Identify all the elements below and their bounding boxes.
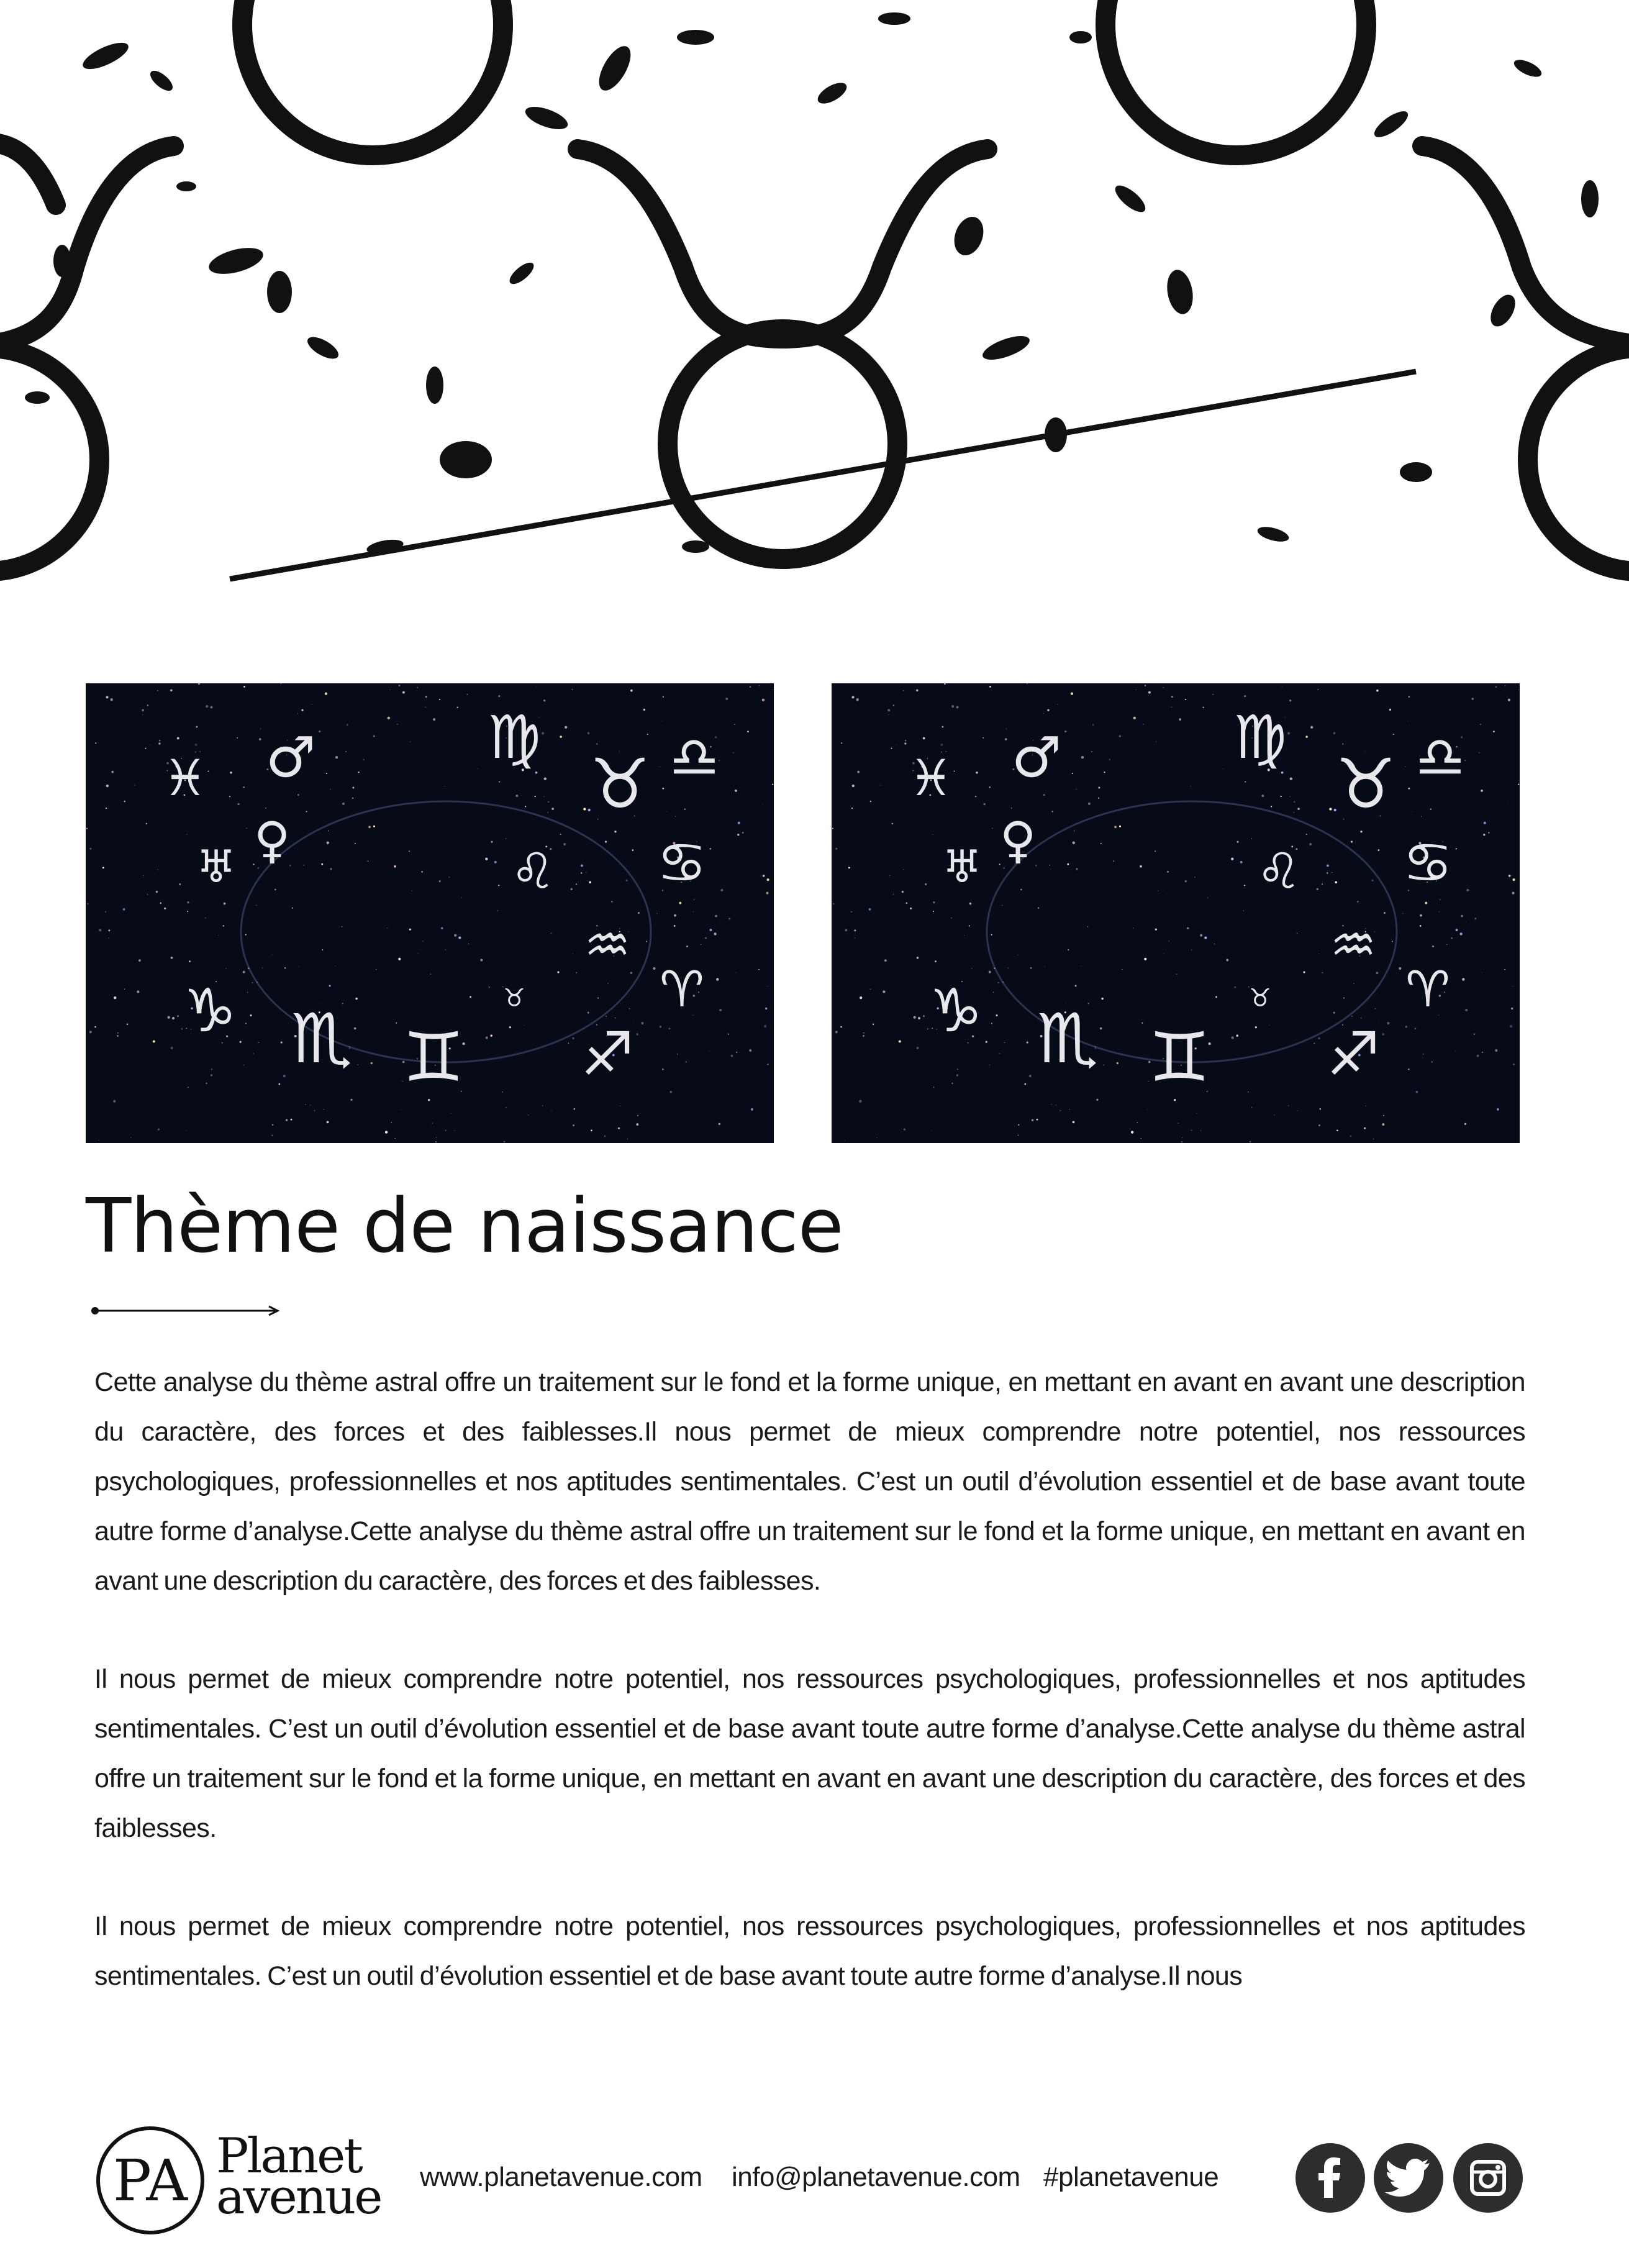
article-paragraph: Il nous permet de mieux comprendre notre potentiel, nos ressources psychologiques, professionnelles et nos aptitudes sentimentales. C’est un outil d’évolution essentiel et de base avant toute autre forme d’analyse.Cette analyse du thème astral offre un traitement sur le fond et la forme unique, en mettant en avant en avant une description du caractère, des forces et des faiblesses. [94, 1664, 1525, 1843]
svg-text:♍: ♍ [487, 703, 542, 772]
svg-text:♊: ♊ [1148, 1018, 1210, 1097]
svg-text:♈: ♈ [1405, 960, 1450, 1018]
zodiac-photo-left [86, 683, 774, 1143]
svg-text:♀: ♀ [999, 811, 1037, 869]
facebook-button[interactable] [1295, 2143, 1365, 2213]
svg-text:♑: ♑ [183, 976, 237, 1045]
zodiac-constellation-photo [86, 683, 774, 1143]
svg-text:♉: ♉ [589, 744, 651, 824]
svg-text:♓: ♓ [909, 749, 953, 807]
svg-text:♌: ♌ [1256, 842, 1301, 900]
svg-text:♅: ♅ [196, 840, 237, 893]
svg-text:♀: ♀ [253, 811, 291, 869]
zodiac-constellation-photo [832, 683, 1520, 1143]
svg-text:♉: ♉ [1249, 984, 1271, 1013]
svg-text:♎: ♎ [1415, 725, 1466, 790]
facebook-icon [1295, 2143, 1365, 2213]
svg-text:♌: ♌ [510, 842, 555, 900]
svg-text:♋: ♋ [1402, 831, 1453, 896]
logo-line-avenue: avenue [216, 2169, 381, 2225]
instagram-icon [1453, 2143, 1523, 2213]
svg-text:♏: ♏ [1037, 999, 1099, 1078]
svg-text:♂: ♂ [265, 725, 316, 790]
taurus-pattern-banner [0, 0, 1629, 596]
svg-text:♋: ♋ [656, 831, 707, 896]
svg-text:♏: ♏ [291, 999, 353, 1078]
svg-text:♂: ♂ [1011, 725, 1062, 790]
twitter-button[interactable] [1374, 2143, 1443, 2213]
zodiac-photo-right [832, 683, 1520, 1143]
twitter-icon [1374, 2143, 1443, 2213]
footer [0, 2112, 1629, 2236]
logo-line-planet: Planet [216, 2128, 361, 2184]
svg-text:♒: ♒ [584, 914, 631, 975]
article-body [94, 1357, 1525, 2049]
arrow-divider-icon [90, 1303, 283, 1318]
svg-text:♐: ♐ [580, 1019, 635, 1089]
svg-text:♊: ♊ [402, 1018, 465, 1097]
instagram-button[interactable] [1453, 2143, 1523, 2213]
svg-text:♓: ♓ [163, 749, 207, 807]
svg-text:♍: ♍ [1233, 703, 1287, 772]
svg-text:♈: ♈ [660, 960, 704, 1018]
taurus-sign-icon [0, 0, 1629, 596]
svg-text:♅: ♅ [942, 840, 982, 893]
svg-text:♎: ♎ [669, 725, 720, 790]
article-paragraph: Il nous permet de mieux comprendre notre potentiel, nos ressources psychologiques, professionnelles et nos aptitudes sentimentales. C’est un outil d’évolution essentiel et de base avant toute autre forme d’analyse.Il nous [94, 1911, 1525, 1991]
website-link[interactable]: www.planetavenue.com [420, 2162, 702, 2192]
logo-monogram: PA [113, 2147, 188, 2214]
page-title: Thème de naissance [86, 1183, 843, 1270]
svg-text:♑: ♑ [928, 976, 983, 1045]
svg-text:♒: ♒ [1330, 914, 1377, 975]
svg-text:♉: ♉ [1335, 744, 1397, 824]
monogram-logo-icon [94, 2125, 206, 2236]
svg-text:♐: ♐ [1326, 1019, 1381, 1089]
email-link[interactable]: info@planetavenue.com [732, 2162, 1020, 2192]
svg-text:♉: ♉ [503, 984, 525, 1013]
article-paragraph: Cette analyse du thème astral offre un traitement sur le fond et la forme unique, en mettant en avant en avant une description du caractère, des forces et des faiblesses.Il nous permet de mieux comprendre notre potentiel, nos ressources psychologiques, professionnelles et nos aptitudes sentimentales. C’est un outil d’évolution essentiel et de base avant toute autre forme d’analyse.Cette analyse du thème astral offre un traitement sur le fond et la forme unique, en mettant en avant en avant une description du caractère, des forces et des faiblesses. [94, 1367, 1525, 1596]
hashtag: #planetavenue [1043, 2162, 1219, 2192]
logo-wordmark [216, 2128, 381, 2225]
planet-avenue-logo[interactable] [94, 2125, 381, 2236]
